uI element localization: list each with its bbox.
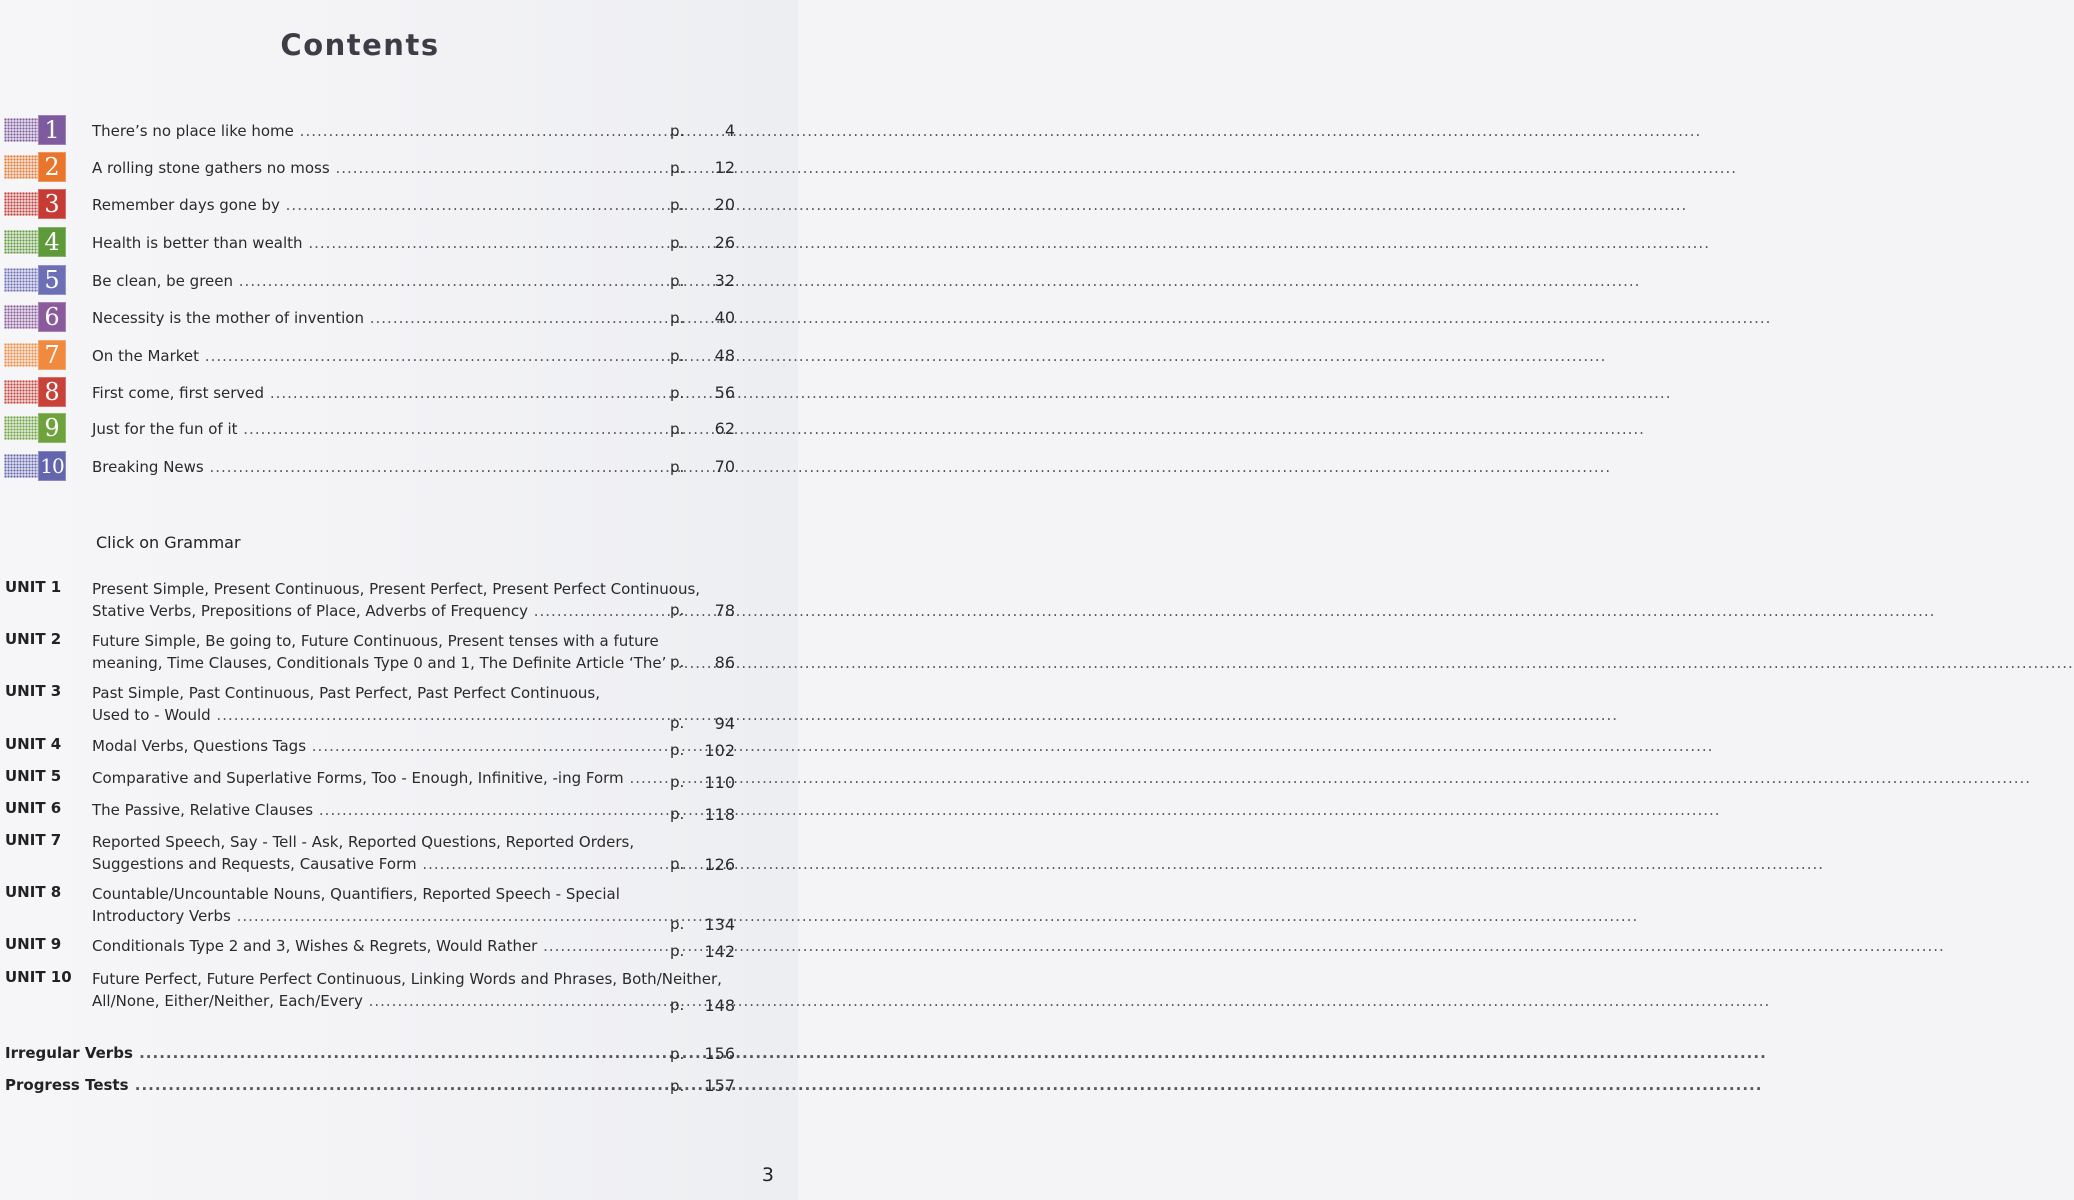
chapter-row[interactable] [0,265,735,295]
unit-description [92,630,667,674]
unit-line: Present Simple, Present Continuous, Present Perfect, Present Perfect Continuous, [92,580,701,598]
unit-line: Introductory Verbs ..... [92,905,648,927]
page-prefix: p. [670,122,685,140]
chapter-number-block [4,152,66,182]
chapter-number-block [4,340,66,370]
chapter-title: Just for the fun of it ..... [92,418,648,440]
reference-title: Progress Tests ..... [5,1074,648,1096]
unit-label: UNIT 10 [5,968,72,986]
chapter-row[interactable] [0,152,735,182]
chapter-title: There’s no place like home ..... [92,120,648,142]
chapter-page: 12 [714,158,735,177]
chapter-row[interactable] [0,227,735,257]
unit-label: UNIT 9 [5,935,62,953]
dot-pattern-icon [4,343,38,367]
chapter-number: 1 [38,115,66,145]
page-number: 3 [761,1164,774,1186]
unit-label: UNIT 1 [5,578,62,596]
unit-line: Past Simple, Past Continuous, Past Perfect, Past Perfect Continuous, [92,684,601,702]
chapter-title: Remember days gone by ..... [92,194,648,216]
chapter-number-block [4,413,66,443]
unit-page: 142 [704,942,735,961]
chapter-title: First come, first served ..... [92,382,648,404]
grammar-unit-row[interactable] [0,578,735,622]
chapter-page: 32 [714,271,735,290]
unit-label: UNIT 2 [5,630,62,648]
chapter-number-block [4,302,66,332]
unit-line: Stative Verbs, Prepositions of Place, Adverbs of Frequency ..... [92,600,648,622]
unit-page: 94 [714,714,735,733]
page-prefix: p. [670,196,685,214]
unit-page: 102 [704,741,735,760]
unit-line: Countable/Uncountable Nouns, Quantifiers, Reported Speech - Special [92,885,620,903]
reference-row-progress-tests[interactable] [0,1074,735,1098]
page-prefix: p. [670,347,685,365]
chapter-page: 48 [714,346,735,365]
unit-description [92,883,648,927]
unit-line: Modal Verbs, Questions Tags ..... [92,735,648,757]
chapter-title: Health is better than wealth ..... [92,232,648,254]
chapter-number: 10 [38,451,66,481]
page-prefix: p. [670,1077,685,1095]
grammar-unit-row[interactable] [0,682,735,733]
page-prefix: p. [670,653,685,671]
dot-pattern-icon [4,118,38,142]
chapter-number: 3 [38,189,66,219]
unit-description [92,735,648,757]
chapter-row[interactable] [0,302,735,332]
contents-page [0,0,798,1200]
chapter-number: 9 [38,413,66,443]
page-prefix: p. [670,458,685,476]
unit-page: 118 [704,805,735,824]
page-prefix: p. [670,915,685,933]
grammar-section-heading: Click on Grammar [96,533,241,552]
chapter-title: Breaking News ..... [92,456,648,478]
unit-line: meaning, Time Clauses, Conditionals Type 0 and 1, The Definite Article ‘The’ ..... [92,652,648,674]
page-prefix: p. [670,159,685,177]
unit-description [92,799,648,821]
reference-page: 156 [704,1044,735,1063]
unit-label: UNIT 4 [5,735,62,753]
chapter-page: 56 [714,383,735,402]
chapter-number-block [4,115,66,145]
page-prefix: p. [670,773,685,791]
chapter-number-block [4,377,66,407]
unit-description [92,767,648,789]
chapter-row[interactable] [0,189,735,219]
dot-pattern-icon [4,305,38,329]
unit-line: Comparative and Superlative Forms, Too - Enough, Infinitive, -ing Form ..... [92,767,648,789]
unit-page: 110 [704,773,735,792]
chapter-title: On the Market ..... [92,345,648,367]
chapter-row[interactable] [0,451,735,481]
chapter-row[interactable] [0,377,735,407]
grammar-unit-row[interactable] [0,935,735,961]
grammar-unit-row[interactable] [0,799,735,824]
unit-description [92,578,701,622]
grammar-unit-row[interactable] [0,883,735,934]
chapter-page: 26 [714,233,735,252]
chapter-row[interactable] [0,115,735,145]
chapter-page: 20 [714,195,735,214]
chapter-page: 70 [714,457,735,476]
grammar-unit-row[interactable] [0,630,735,674]
reference-row-irregular-verbs[interactable] [0,1042,735,1066]
chapter-number: 8 [38,377,66,407]
chapter-title: A rolling stone gathers no moss ..... [92,157,648,179]
dot-pattern-icon [4,268,38,292]
chapter-title: Necessity is the mother of invention ..... [92,307,648,329]
unit-description [92,682,648,726]
unit-description [92,968,722,1012]
unit-line: The Passive, Relative Clauses ..... [92,799,648,821]
dot-pattern-icon [4,192,38,216]
page-prefix: p. [670,309,685,327]
chapter-number-block [4,451,66,481]
page-prefix: p. [670,1045,685,1063]
grammar-unit-row[interactable] [0,831,735,875]
page-prefix: p. [670,714,685,732]
unit-label: UNIT 7 [5,831,62,849]
chapter-number: 6 [38,302,66,332]
unit-line: All/None, Either/Neither, Each/Every ..... [92,990,648,1012]
unit-description [92,935,648,957]
dot-pattern-icon [4,454,38,478]
unit-line: Conditionals Type 2 and 3, Wishes & Regrets, Would Rather ..... [92,935,648,957]
page-prefix: p. [670,741,685,759]
unit-line: Reported Speech, Say - Tell - Ask, Reported Questions, Reported Orders, [92,833,635,851]
reference-title: Irregular Verbs ..... [5,1042,648,1064]
unit-line: Future Perfect, Future Perfect Continuous, Linking Words and Phrases, Both/Neither, [92,970,722,988]
page-prefix: p. [670,942,685,960]
chapter-number-block [4,189,66,219]
dot-pattern-icon [4,380,38,404]
dot-pattern-icon [4,416,38,440]
chapter-number: 2 [38,152,66,182]
grammar-unit-row[interactable] [0,735,735,760]
unit-page: 134 [704,915,735,934]
unit-line: Suggestions and Requests, Causative Form ..... [92,853,648,875]
chapter-page: 40 [714,308,735,327]
page-prefix: p. [670,420,685,438]
page-prefix: p. [670,996,685,1014]
chapter-row[interactable] [0,413,735,443]
page-prefix: p. [670,272,685,290]
unit-page: 86 [714,653,735,672]
unit-page: 126 [704,855,735,874]
unit-page: 148 [704,996,735,1015]
chapter-page: 62 [714,419,735,438]
reference-page: 157 [704,1076,735,1095]
chapter-row[interactable] [0,340,735,370]
unit-label: UNIT 6 [5,799,62,817]
grammar-unit-row[interactable] [0,767,735,792]
page-prefix: p. [670,855,685,873]
page-title: Contents [280,28,440,62]
unit-label: UNIT 8 [5,883,62,901]
unit-page: 78 [714,601,735,620]
chapter-number: 4 [38,227,66,257]
chapter-title: Be clean, be green ..... [92,270,648,292]
dot-pattern-icon [4,230,38,254]
dot-pattern-icon [4,155,38,179]
chapter-number: 5 [38,265,66,295]
unit-line: Used to - Would ..... [92,704,648,726]
chapter-number: 7 [38,340,66,370]
unit-label: UNIT 3 [5,682,62,700]
page-prefix: p. [670,601,685,619]
page-prefix: p. [670,234,685,252]
unit-label: UNIT 5 [5,767,62,785]
chapter-number-block [4,265,66,295]
chapter-page: 4 [724,121,735,140]
unit-description [92,831,648,875]
grammar-unit-row[interactable] [0,968,735,1015]
unit-line: Future Simple, Be going to, Future Continuous, Present tenses with a future [92,632,659,650]
page-prefix: p. [670,384,685,402]
page-prefix: p. [670,805,685,823]
chapter-number-block [4,227,66,257]
